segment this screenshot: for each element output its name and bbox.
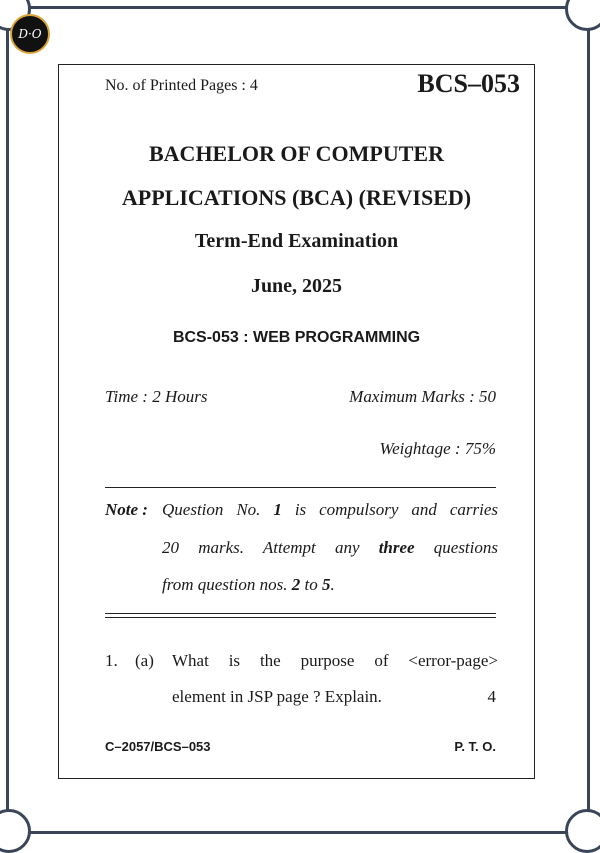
note-emphasis: 2 bbox=[291, 575, 301, 594]
programme-title-line1: BACHELOR OF COMPUTER bbox=[149, 141, 444, 166]
programme-title-line2: APPLICATIONS (BCA) (REVISED) bbox=[121, 185, 472, 210]
weightage: Weightage : 75% bbox=[379, 439, 496, 458]
subject-title: BCS-053 : WEB PROGRAMMING bbox=[172, 329, 421, 346]
note-emphasis: 5 bbox=[321, 575, 331, 594]
corner-ornament bbox=[565, 809, 600, 853]
corner-ornament bbox=[565, 0, 600, 31]
note-text: to bbox=[300, 575, 322, 594]
note-text: from question nos. bbox=[162, 575, 292, 594]
double-divider bbox=[105, 613, 496, 618]
note-text: is compulsory and carries bbox=[281, 500, 498, 519]
exam-session: June, 2025 bbox=[250, 275, 343, 297]
question-text-line1: What is the purpose of <error-page> bbox=[172, 651, 498, 670]
question-number: 1. bbox=[105, 651, 118, 670]
note-text: 20 marks. Attempt any bbox=[162, 538, 379, 557]
divider bbox=[105, 487, 496, 488]
time-allowed: Time : 2 Hours bbox=[105, 387, 208, 406]
note-emphasis: three bbox=[378, 538, 415, 557]
question-text-line2: element in JSP page ? Explain. bbox=[172, 687, 382, 706]
exam-name: Term-End Examination bbox=[194, 230, 399, 252]
corner-ornament bbox=[0, 809, 31, 853]
footer-paper-code: C–2057/BCS–053 bbox=[105, 739, 211, 754]
note-text: . bbox=[330, 575, 335, 594]
note-text: Question No. bbox=[162, 500, 274, 519]
question-part: (a) bbox=[135, 651, 154, 670]
footer-pto: P. T. O. bbox=[454, 739, 496, 754]
note-line-1 bbox=[162, 500, 498, 520]
note-text: questions bbox=[414, 538, 498, 557]
note-line-2 bbox=[162, 538, 498, 558]
maximum-marks: Maximum Marks : 50 bbox=[349, 387, 496, 406]
question-marks: 4 bbox=[487, 687, 496, 706]
note-emphasis: 1 bbox=[273, 500, 282, 519]
logo-text: D·O bbox=[18, 27, 42, 41]
note-label: Note : bbox=[105, 500, 148, 519]
paper-code: BCS–053 bbox=[417, 69, 520, 98]
brand-logo-icon bbox=[10, 14, 50, 54]
printed-pages: No. of Printed Pages : 4 bbox=[105, 77, 258, 94]
note-line-3 bbox=[162, 575, 335, 595]
exam-paper bbox=[58, 64, 535, 779]
